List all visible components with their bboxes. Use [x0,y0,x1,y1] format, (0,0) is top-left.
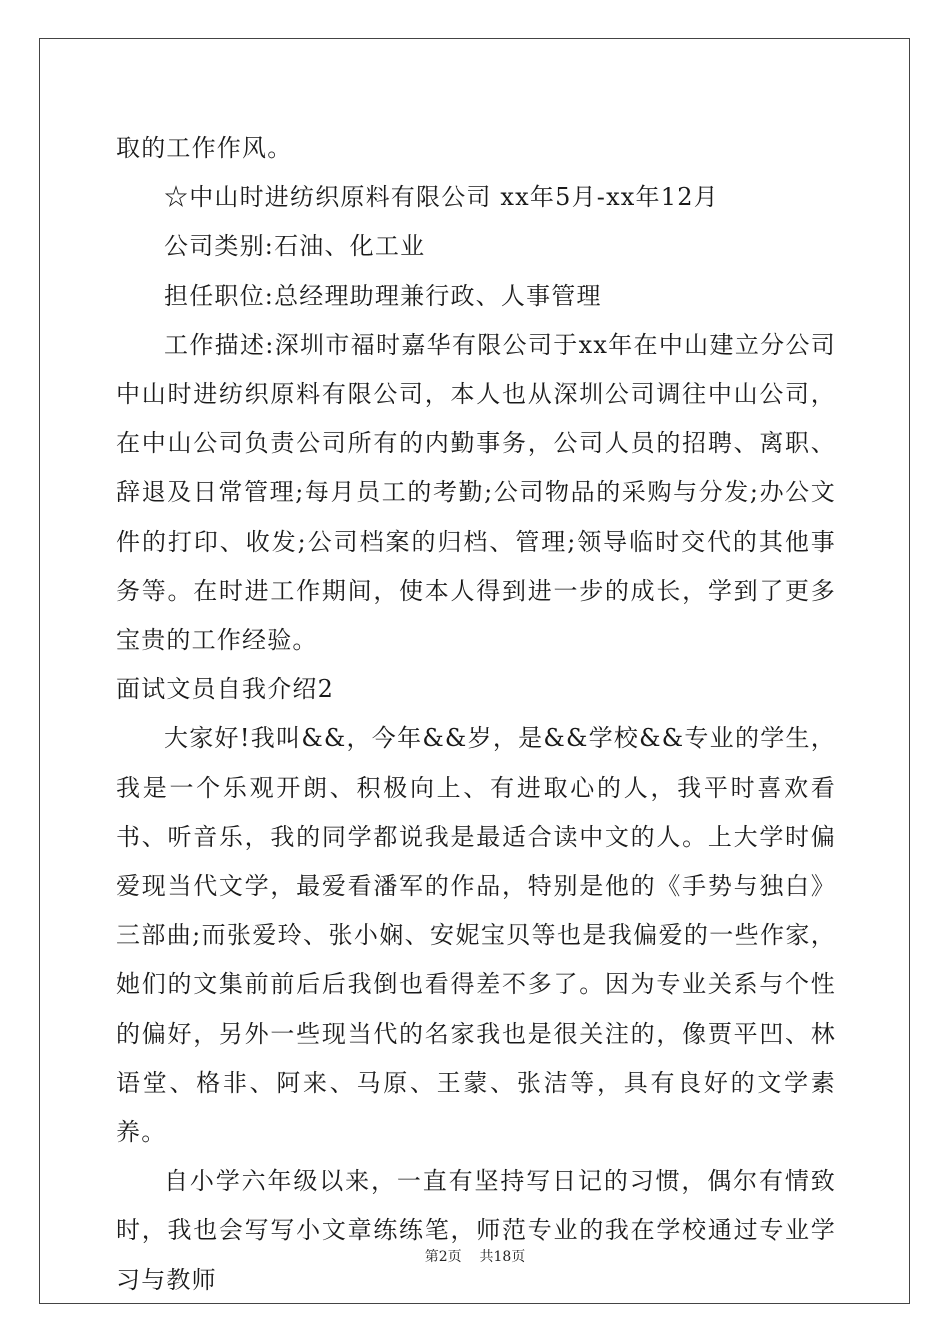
company-entry: ☆中山时进纺织原料有限公司 xx年5月-xx年12月 [164,183,719,212]
page-total: 共18页 [479,1249,526,1265]
page-number: 第2页 [424,1249,462,1265]
section-title: 面试文员自我介绍2 [116,675,335,704]
diary-paragraph: 自小学六年级以来，一直有坚持写日记的习惯，偶尔有情致时，我也会写写小文章练练笔，师范专业的我在学校通过专业学习与教师 [116,1167,836,1294]
page-footer [0,1246,950,1266]
paragraph-continuation: 取的工作作风。 [116,134,293,162]
job-description: 工作描述:深圳市福时嘉华有限公司于xx年在中山建立分公司中山时进纺织原料有限公司，本人也从深圳公司调往中山公司，在中山公司负责公司所有的内勤事务，公司人员的招聘、离职、辞退及日常管理;每月员工的考勤;公司物品的采购与分发;办公文件的打印、收发;公司档案的归档、管理;领导临时交代的其他事务等。在时进工作期间，使本人得到进一步的成长，学到了更多宝贵的工作经验。 [116,330,836,655]
position-held: 担任职位:总经理助理兼行政、人事管理 [164,281,602,310]
company-category: 公司类别:石油、化工业 [164,232,426,261]
intro-paragraph: 大家好!我叫&&，今年&&岁，是&&学校&&专业的学生，我是一个乐观开朗、积极向上、有进取心的人，我平时喜欢看书、听音乐，我的同学都说我是最适合读中文的人。上大学时偏爱现当代文学，最爱看潘军的作品，特别是他的《手势与独白》三部曲;而张爱玲、张小娴、安妮宝贝等也是我偏爱的一些作家，她们的文集前前后后我倒也看得差不多了。因为专业关系与个性的偏好，另外一些现当代的名家我也是很关注的，像贾平凹、林语堂、格非、阿来、马原、王蒙、张洁等，具有良好的文学素养。 [116,724,836,1147]
document-body [116,124,836,1305]
